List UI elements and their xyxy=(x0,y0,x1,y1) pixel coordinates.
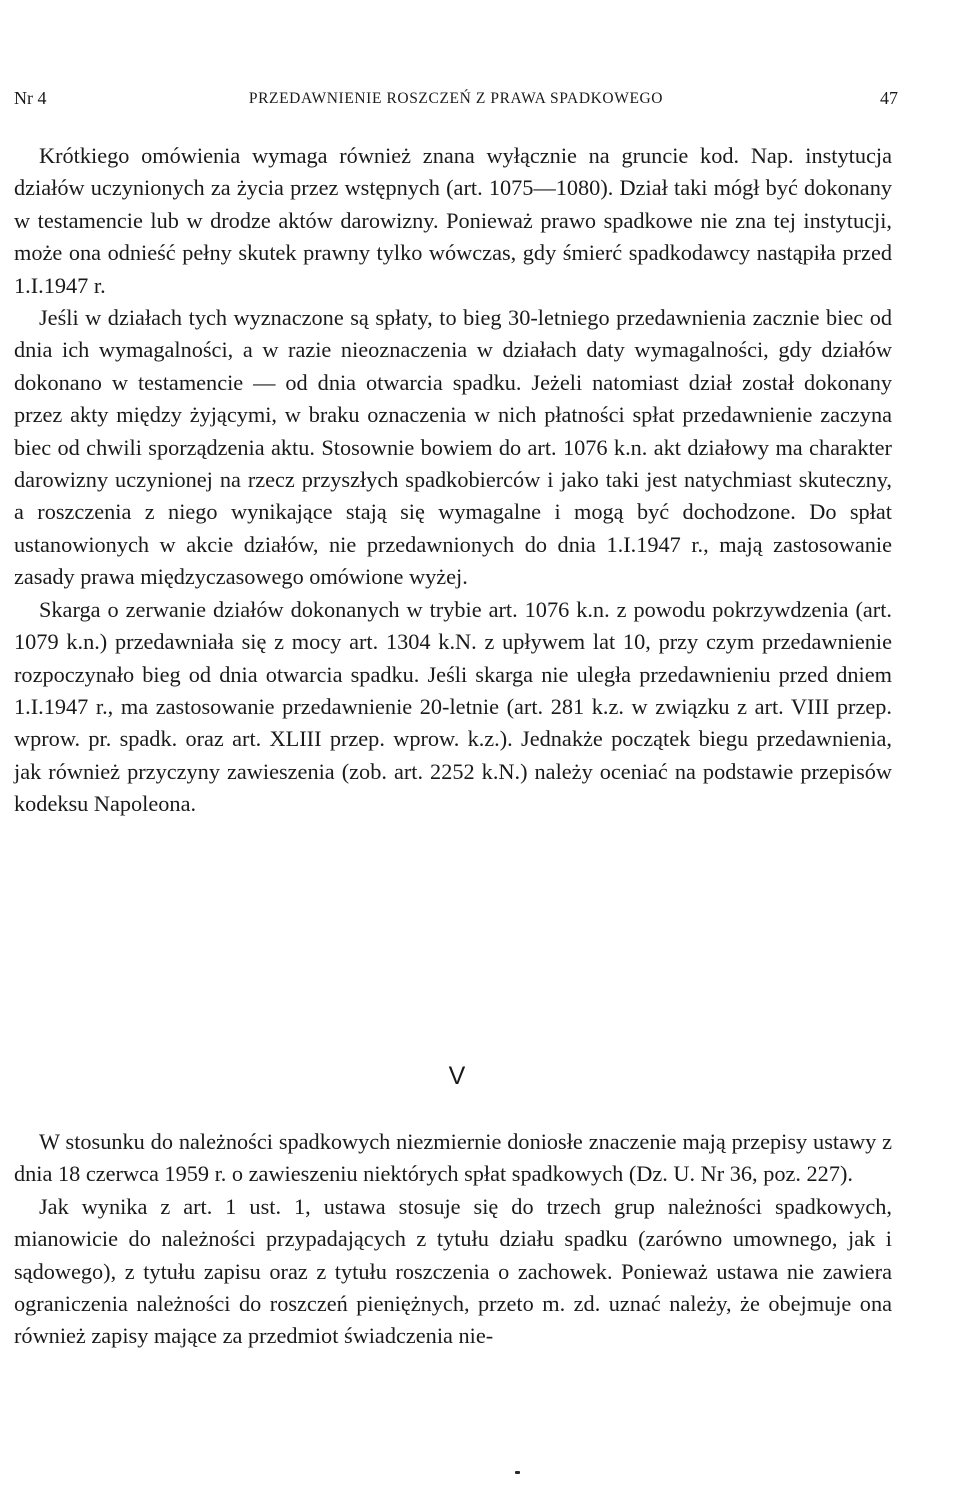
paragraph: Skarga o zerwanie działów dokonanych w trybie art. 1076 k.n. z powodu pokrzywdzenia (art. 1079 k.n.) przedawniała się z mocy art. 1304 k.N. z upływem lat 10, przy czym przedawnienie rozpoczynało bieg od dnia otwarcia spadku. Jeśli skarga nie uległa przedawnieniu przed dniem 1.I.1947 r., ma zastosowanie przedawnienie 20-letnie (art. 281 k.z. w związku z art. VIII przep. wprow. pr. spadk. oraz art. XLIII przep. wprow. k.z.). Jednakże początek biegu przedawnienia, jak również przyczyny zawieszenia (zob. art. 2252 k.N.) należy oceniać na podstawie przepisów kodeksu Napoleona. xyxy=(14,596,892,817)
section-two-text xyxy=(14,1126,892,1353)
section-heading: V xyxy=(448,1062,466,1090)
running-title: PRZEDAWNIENIE ROSZCZEŃ Z PRAWA SPADKOWEGO xyxy=(248,90,664,107)
paragraph: W stosunku do należności spadkowych niezmiernie doniosłe znaczenie mają przepisy ustawy z dnia 18 czerwca 1959 r. o zawieszeniu niektórych spłat spadkowych (Dz. U. Nr 36, poz. 227). xyxy=(14,1129,892,1187)
section-one-text xyxy=(14,140,892,821)
paragraph: Jeśli w działach tych wyznaczone są spłaty, to bieg 30-letniego przedawnienia zacznie biec od dnia ich wymagalności, a w razie nieoznaczenia w działach daty wymagalności, gdy działów dokonano w testamencie — od dnia otwarcia spadku. Jeżeli natomiast dział został dokonany przez akty między żyjącymi, w braku oznaczenia w nich płatności spłat przedawnienie zaczyna biec od chwili sporządzenia aktu. Stosownie bowiem do art. 1076 k.n. akt działowy ma charakter darowizny uczynionej na rzecz przyszłych spadkobierców i jako taki jest natychmiast skuteczny, a roszczenia z niego wynikające stają się wymagalne i mogą być dochodzone. Do spłat ustanowionych w akcie działów, nie przedawnionych do dnia 1.I.1947 r., mają zastosowanie zasady prawa międzyczasowego omówione wyżej. xyxy=(14,305,892,590)
print-speck xyxy=(515,1471,520,1474)
paragraph: Jak wynika z art. 1 ust. 1, ustawa stosuje się do trzech grup należności spadkowych, mianowicie do należności przypadających z tytułu działu spadku (zarówno umownego, jak i sądowego), z tytułu zapisu oraz z tytułu roszczenia o zachowek. Ponieważ ustawa nie zawiera ograniczenia należności do roszczeń pieniężnych, przeto m. zd. uznać należy, że obejmuje ona również zapisy mające za przedmiot świadczenia nie- xyxy=(14,1193,892,1349)
page-number: 47 xyxy=(880,88,898,108)
journal-issue-label: Nr 4 xyxy=(14,88,47,108)
paragraph: Krótkiego omówienia wymaga również znana wyłącznie na gruncie kod. Nap. instytucja działów uczynionych za życia przez wstępnych (art. 1075—1080). Dział taki mógł być dokonany w testamencie lub w drodze aktów darowizny. Ponieważ prawo spadkowe nie zna tej instytucji, może ona odnieść pełny skutek prawny tylko wówczas, gdy śmierć spadkodawcy nastąpiła przed 1.I.1947 r. xyxy=(14,143,892,298)
running-header xyxy=(14,88,898,118)
